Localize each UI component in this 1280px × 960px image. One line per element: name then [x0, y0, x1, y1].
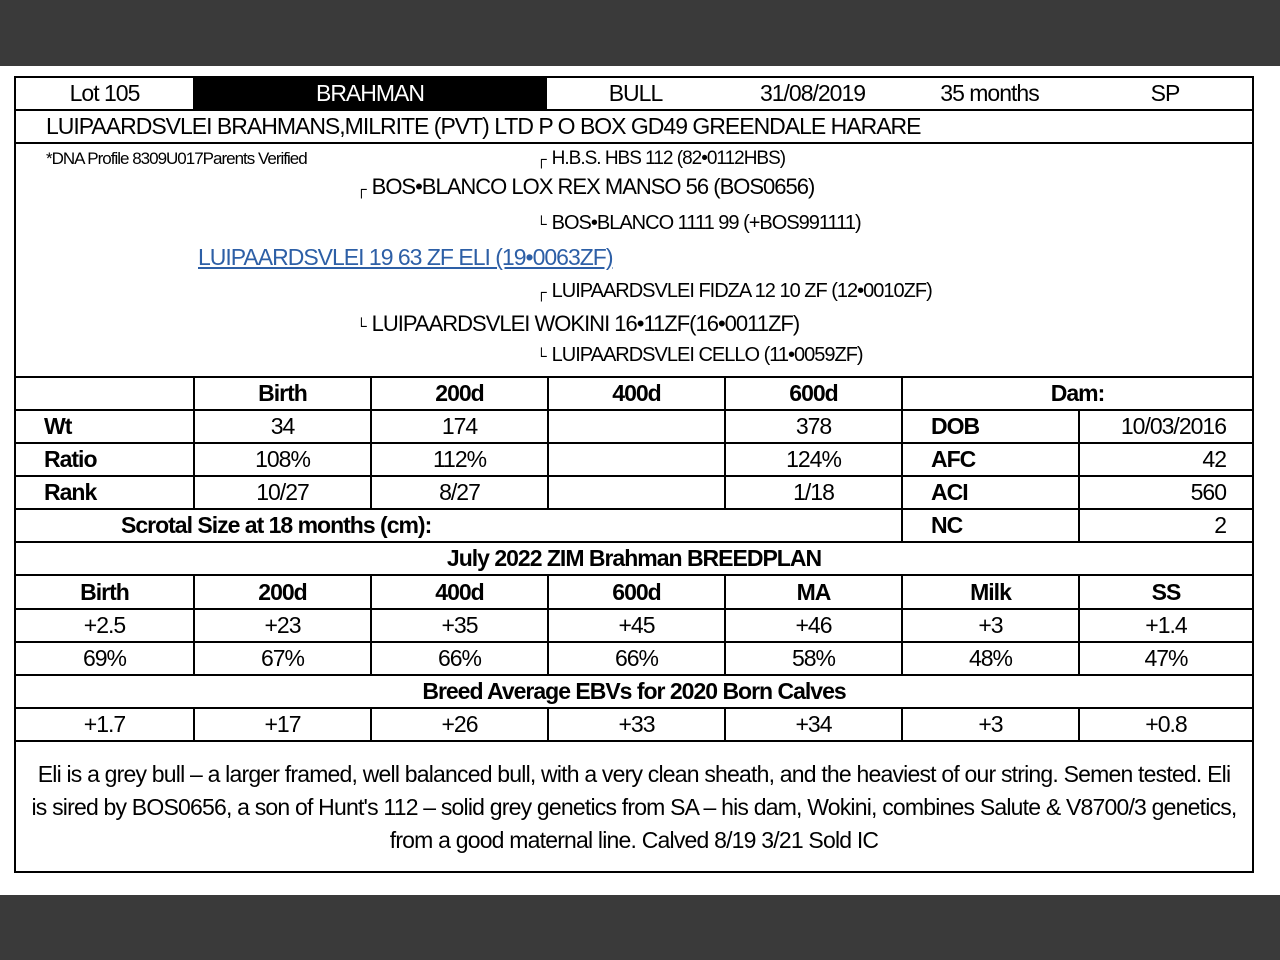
- ratio-400d: [547, 444, 724, 475]
- sire-name: BOS•BLANCO LOX REX MANSO 56 (BOS0656): [371, 174, 815, 199]
- dam-header: Dam:: [901, 378, 1252, 409]
- ratio-600d: 124%: [724, 444, 901, 475]
- acc-ma: 58%: [724, 643, 901, 674]
- weight-row-wt: [16, 411, 1252, 444]
- acc-ss: 47%: [1078, 643, 1252, 674]
- lot-card: [14, 76, 1254, 873]
- weight-header-birth: Birth: [193, 378, 370, 409]
- dam-afc-value: 42: [1078, 444, 1252, 475]
- breed-average-title-row: [16, 676, 1252, 709]
- breed-average-row: [16, 709, 1252, 742]
- scrotal-value: [576, 510, 901, 541]
- avg-400d: +26: [370, 709, 547, 740]
- breedplan-title: July 2022 ZIM Brahman BREEDPLAN: [446, 545, 822, 571]
- weight-header-600d: 600d: [724, 378, 901, 409]
- dam-afc-label: AFC: [901, 444, 1078, 475]
- lot-description: Eli is a grey bull – a larger framed, well balanced bull, with a very clean sheath, and the heaviest of our string. Semen tested. Eli is sired by BOS0656, a son of Hunt's 112 – solid grey genetics from SA – his dam, Wokini, combines Salute & V8700/3 genetics, from a good maternal line. Calved 8/19 3/21 Sold IC: [31, 761, 1237, 853]
- pedigree-dam: └ LUIPAARDSVLEI WOKINI 16•11ZF(16•0011ZF): [356, 311, 800, 336]
- scrotal-row: [16, 510, 1252, 543]
- lot-header-row: [16, 78, 1252, 111]
- rank-birth: 10/27: [193, 477, 370, 508]
- rank-600d: 1/18: [724, 477, 901, 508]
- ratio-200d: 112%: [370, 444, 547, 475]
- row-label-wt: Wt: [44, 413, 72, 439]
- ebv-header-ss: SS: [1078, 576, 1252, 608]
- scrotal-label: Scrotal Size at 18 months (cm):: [121, 512, 432, 538]
- dna-note: *DNA Profile 8309U017Parents Verified: [46, 149, 307, 168]
- lot-number: Lot 105: [69, 80, 140, 106]
- ebv-ss: +1.4: [1078, 610, 1252, 641]
- avg-200d: +17: [193, 709, 370, 740]
- ebv-header-600d: 600d: [547, 576, 724, 608]
- ebv-header-400d: 400d: [370, 576, 547, 608]
- dam-dob-value: 10/03/2016: [1078, 411, 1252, 442]
- avg-ma: +34: [724, 709, 901, 740]
- pedigree-sire: ┌ BOS•BLANCO LOX REX MANSO 56 (BOS0656): [356, 174, 815, 199]
- wt-600d: 378: [724, 411, 901, 442]
- ratio-birth: 108%: [193, 444, 370, 475]
- pedigree-sire-dam: └ BOS•BLANCO 1111 99 (+BOS991111): [536, 212, 861, 234]
- ebv-header-milk: Milk: [901, 576, 1078, 608]
- avg-600d: +33: [547, 709, 724, 740]
- dam-aci-value: 560: [1078, 477, 1252, 508]
- dam-nc-value: 2: [1078, 510, 1252, 541]
- wt-400d: [547, 411, 724, 442]
- accuracy-row: [16, 643, 1252, 676]
- pedigree-sire-sire: ┌ H.B.S. HBS 112 (82•0112HBS): [536, 148, 786, 169]
- acc-milk: 48%: [901, 643, 1078, 674]
- rank-400d: [547, 477, 724, 508]
- pedigree-dam-dam: └ LUIPAARDSVLEI CELLO (11•0059ZF): [536, 344, 863, 366]
- breeder-row: [16, 111, 1252, 144]
- ebv-600d: +45: [547, 610, 724, 641]
- breed-label: BRAHMAN: [193, 78, 547, 109]
- wt-200d: 174: [370, 411, 547, 442]
- catalogue-page: [0, 66, 1280, 895]
- row-label-ratio: Ratio: [44, 446, 97, 472]
- ebv-ma: +46: [724, 610, 901, 641]
- birth-date: 31/08/2019: [759, 80, 866, 106]
- ebv-200d: +23: [193, 610, 370, 641]
- acc-birth: 69%: [82, 645, 127, 671]
- weights-corner: [16, 378, 193, 409]
- breeder-address: LUIPAARDSVLEI BRAHMANS,MILRITE (PVT) LTD P O BOX GD49 GREENDALE HARARE: [46, 113, 921, 139]
- avg-birth: +1.7: [83, 711, 126, 737]
- breed-average-title: Breed Average EBVs for 2020 Born Calves: [422, 678, 846, 704]
- ebv-header-ma: MA: [724, 576, 901, 608]
- pedigree-block: [16, 144, 1252, 378]
- weight-row-ratio: [16, 444, 1252, 477]
- sex-label: BULL: [608, 80, 663, 106]
- row-label-rank: Rank: [44, 479, 97, 505]
- ebv-400d: +35: [370, 610, 547, 641]
- acc-600d: 66%: [547, 643, 724, 674]
- ebv-birth: +2.5: [83, 612, 126, 638]
- ebv-header-200d: 200d: [193, 576, 370, 608]
- weight-header-200d: 200d: [370, 378, 547, 409]
- dam-sire-name: LUIPAARDSVLEI FIDZA 12 10 ZF (12•0010ZF): [551, 280, 932, 302]
- weight-header-400d: 400d: [547, 378, 724, 409]
- dam-name: LUIPAARDSVLEI WOKINI 16•11ZF(16•0011ZF): [371, 311, 800, 336]
- acc-400d: 66%: [370, 643, 547, 674]
- dam-dob-label: DOB: [901, 411, 1078, 442]
- sire-dam-name: BOS•BLANCO 1111 99 (+BOS991111): [551, 212, 861, 234]
- ebv-milk: +3: [901, 610, 1078, 641]
- breedplan-title-row: [16, 543, 1252, 576]
- dam-aci-label: ACI: [901, 477, 1078, 508]
- pedigree-dam-sire: ┌ LUIPAARDSVLEI FIDZA 12 10 ZF (12•0010ZF): [536, 280, 932, 302]
- dam-nc-label: NC: [901, 510, 1078, 541]
- age-label: 35 months: [940, 80, 1039, 106]
- ebv-values-row: [16, 610, 1252, 643]
- avg-milk: +3: [901, 709, 1078, 740]
- sire-sire-name: H.B.S. HBS 112 (82•0112HBS): [551, 148, 786, 169]
- weight-row-rank: [16, 477, 1252, 510]
- acc-200d: 67%: [193, 643, 370, 674]
- ebv-header-birth: Birth: [80, 578, 129, 605]
- dam-dam-name: LUIPAARDSVLEI CELLO (11•0059ZF): [551, 344, 863, 366]
- animal-name-link[interactable]: LUIPAARDSVLEI 19 63 ZF ELI (19•0063ZF): [198, 244, 613, 270]
- wt-birth: 34: [193, 411, 370, 442]
- avg-ss: +0.8: [1078, 709, 1252, 740]
- breedplan-header-row: [16, 576, 1252, 610]
- status-label: SP: [1150, 80, 1180, 106]
- weights-header-row: [16, 378, 1252, 411]
- rank-200d: 8/27: [370, 477, 547, 508]
